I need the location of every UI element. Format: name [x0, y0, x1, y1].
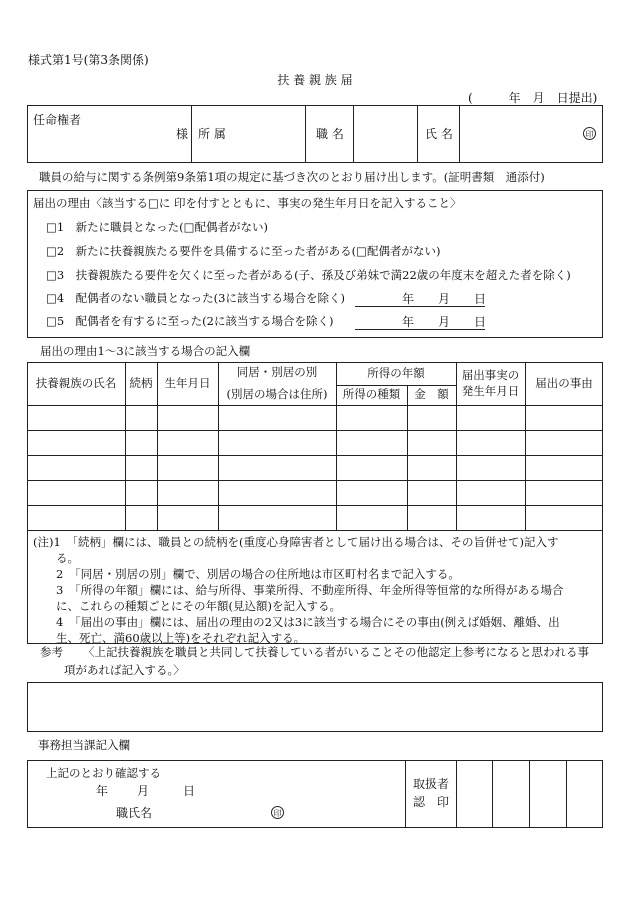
- office-month: 月: [137, 784, 150, 798]
- reason5-day: 日: [474, 315, 487, 329]
- post-field[interactable]: [360, 120, 412, 150]
- reason5-year: 年: [402, 315, 415, 329]
- form-number: 様式第1号(第3条関係): [28, 53, 149, 67]
- reason-item-1[interactable]: □1 新たに職員となった(□配偶者がない): [46, 220, 269, 234]
- reason-item-2[interactable]: □2 新たに扶養親族たる要件を具備するに至った者がある(□配偶者がない): [46, 244, 441, 258]
- handler-seal-cell-1[interactable]: [457, 761, 491, 827]
- handler-label-2: 認 印: [413, 795, 450, 809]
- reason4-month: 月: [438, 292, 451, 306]
- note-2: 2 「同居・別居の別」欄で、別居の場合の住所地は市区町村名まで記入する。: [33, 567, 460, 581]
- name-field[interactable]: [464, 120, 574, 150]
- col-header-relation: 続柄: [129, 375, 153, 390]
- sama-label: 様: [176, 127, 189, 141]
- remarks-line2: 項があれば記入する。〉: [64, 663, 185, 677]
- office-seal-icon: 印: [271, 806, 284, 819]
- note-3-cont: に、これらの種類ごとにその年額(見込額)を記入する。: [33, 599, 341, 613]
- reason4-year: 年: [402, 292, 415, 306]
- col-header-name: 扶養親族の氏名: [35, 375, 117, 390]
- col-header-reason: 届出の事由: [535, 375, 593, 390]
- seal-icon: 印: [583, 127, 596, 140]
- intro-text: 職員の給与に関する条例第9条第1項の規定に基づき次のとおり届け出します。(証明書類 通添付): [39, 170, 545, 184]
- remarks-line1: 〈上記扶養親族を職員と共同して扶養している者がいることその他認定上参考になると思われる事: [83, 645, 589, 659]
- note-1-cont: る。: [33, 551, 79, 565]
- office-year: 年: [96, 784, 109, 798]
- office-caption: 事務担当課記入欄: [38, 738, 130, 752]
- remarks-label: 参考: [40, 645, 63, 659]
- handler-label-1: 取扱者: [413, 777, 450, 791]
- page-title: 扶 養 親 族 届: [277, 73, 353, 87]
- col-header-income-type: 所得の種類: [342, 387, 401, 402]
- reason-item-5[interactable]: □5 配偶者を有するに至った(2に該当する場合を除く): [46, 314, 334, 328]
- note-3: 3 「所得の年額」欄には、給与所得、事業所得、不動産所得、年金所得等恒常的な所得がある場合: [33, 583, 564, 597]
- office-day: 日: [183, 784, 196, 798]
- appointer-label: 任命権者: [33, 113, 82, 127]
- handler-seal-cell-2[interactable]: [493, 761, 528, 827]
- col-header-birth: 生年月日: [164, 375, 211, 390]
- reason-item-3[interactable]: □3 扶養親族たる要件を欠くに至った者がある(子、孫及び弟妹で満22歳の年度末を超えた者を除く): [46, 268, 571, 282]
- table-caption: 届出の理由1～3に該当する場合の記入欄: [40, 344, 251, 358]
- post-label: 職 名: [316, 127, 344, 141]
- name-label: 氏 名: [425, 127, 453, 141]
- reason5-month: 月: [438, 315, 451, 329]
- col-header-income-amount: 金 額: [414, 387, 449, 402]
- col-header-living-sub: (別居の場合は住所): [226, 387, 328, 402]
- reason4-day: 日: [474, 292, 487, 306]
- reasons-heading: 届出の理由〈該当する□に 印を付すとともに、事実の発生年月日を記入すること〉: [33, 196, 462, 210]
- note-1: (注)1 「続柄」欄には、職員との続柄を(重度心身障害者として届け出る場合は、その旨併せて)記入す: [33, 535, 559, 549]
- office-staff-name: 職氏名: [116, 806, 153, 820]
- col-header-event-date: 届出事実の 発生年月日: [461, 367, 520, 398]
- submit-date: ( 年 月 日提出): [468, 91, 598, 105]
- affiliation-label: 所 属: [198, 127, 226, 141]
- reason-item-4[interactable]: □4 配偶者のない職員となった(3に該当する場合を除く): [46, 291, 345, 305]
- handler-seal-cell-3[interactable]: [530, 761, 565, 827]
- remarks-field[interactable]: [27, 682, 603, 732]
- affiliation-field[interactable]: [224, 120, 300, 150]
- note-4-cont: 生、死亡、満60歳以上等)をそれぞれ記入する。: [33, 631, 306, 645]
- col-header-income: 所得の年額: [367, 366, 425, 381]
- note-4: 4 「届出の事由」欄には、届出の理由の2又は3に該当する場合にその事由(例えば婚姻、離婚、出: [33, 615, 560, 629]
- col-header-living: 同居・別居の別: [236, 365, 318, 380]
- handler-seal-cell-4[interactable]: [567, 761, 602, 827]
- office-confirm: 上記のとおり確認する: [46, 766, 161, 780]
